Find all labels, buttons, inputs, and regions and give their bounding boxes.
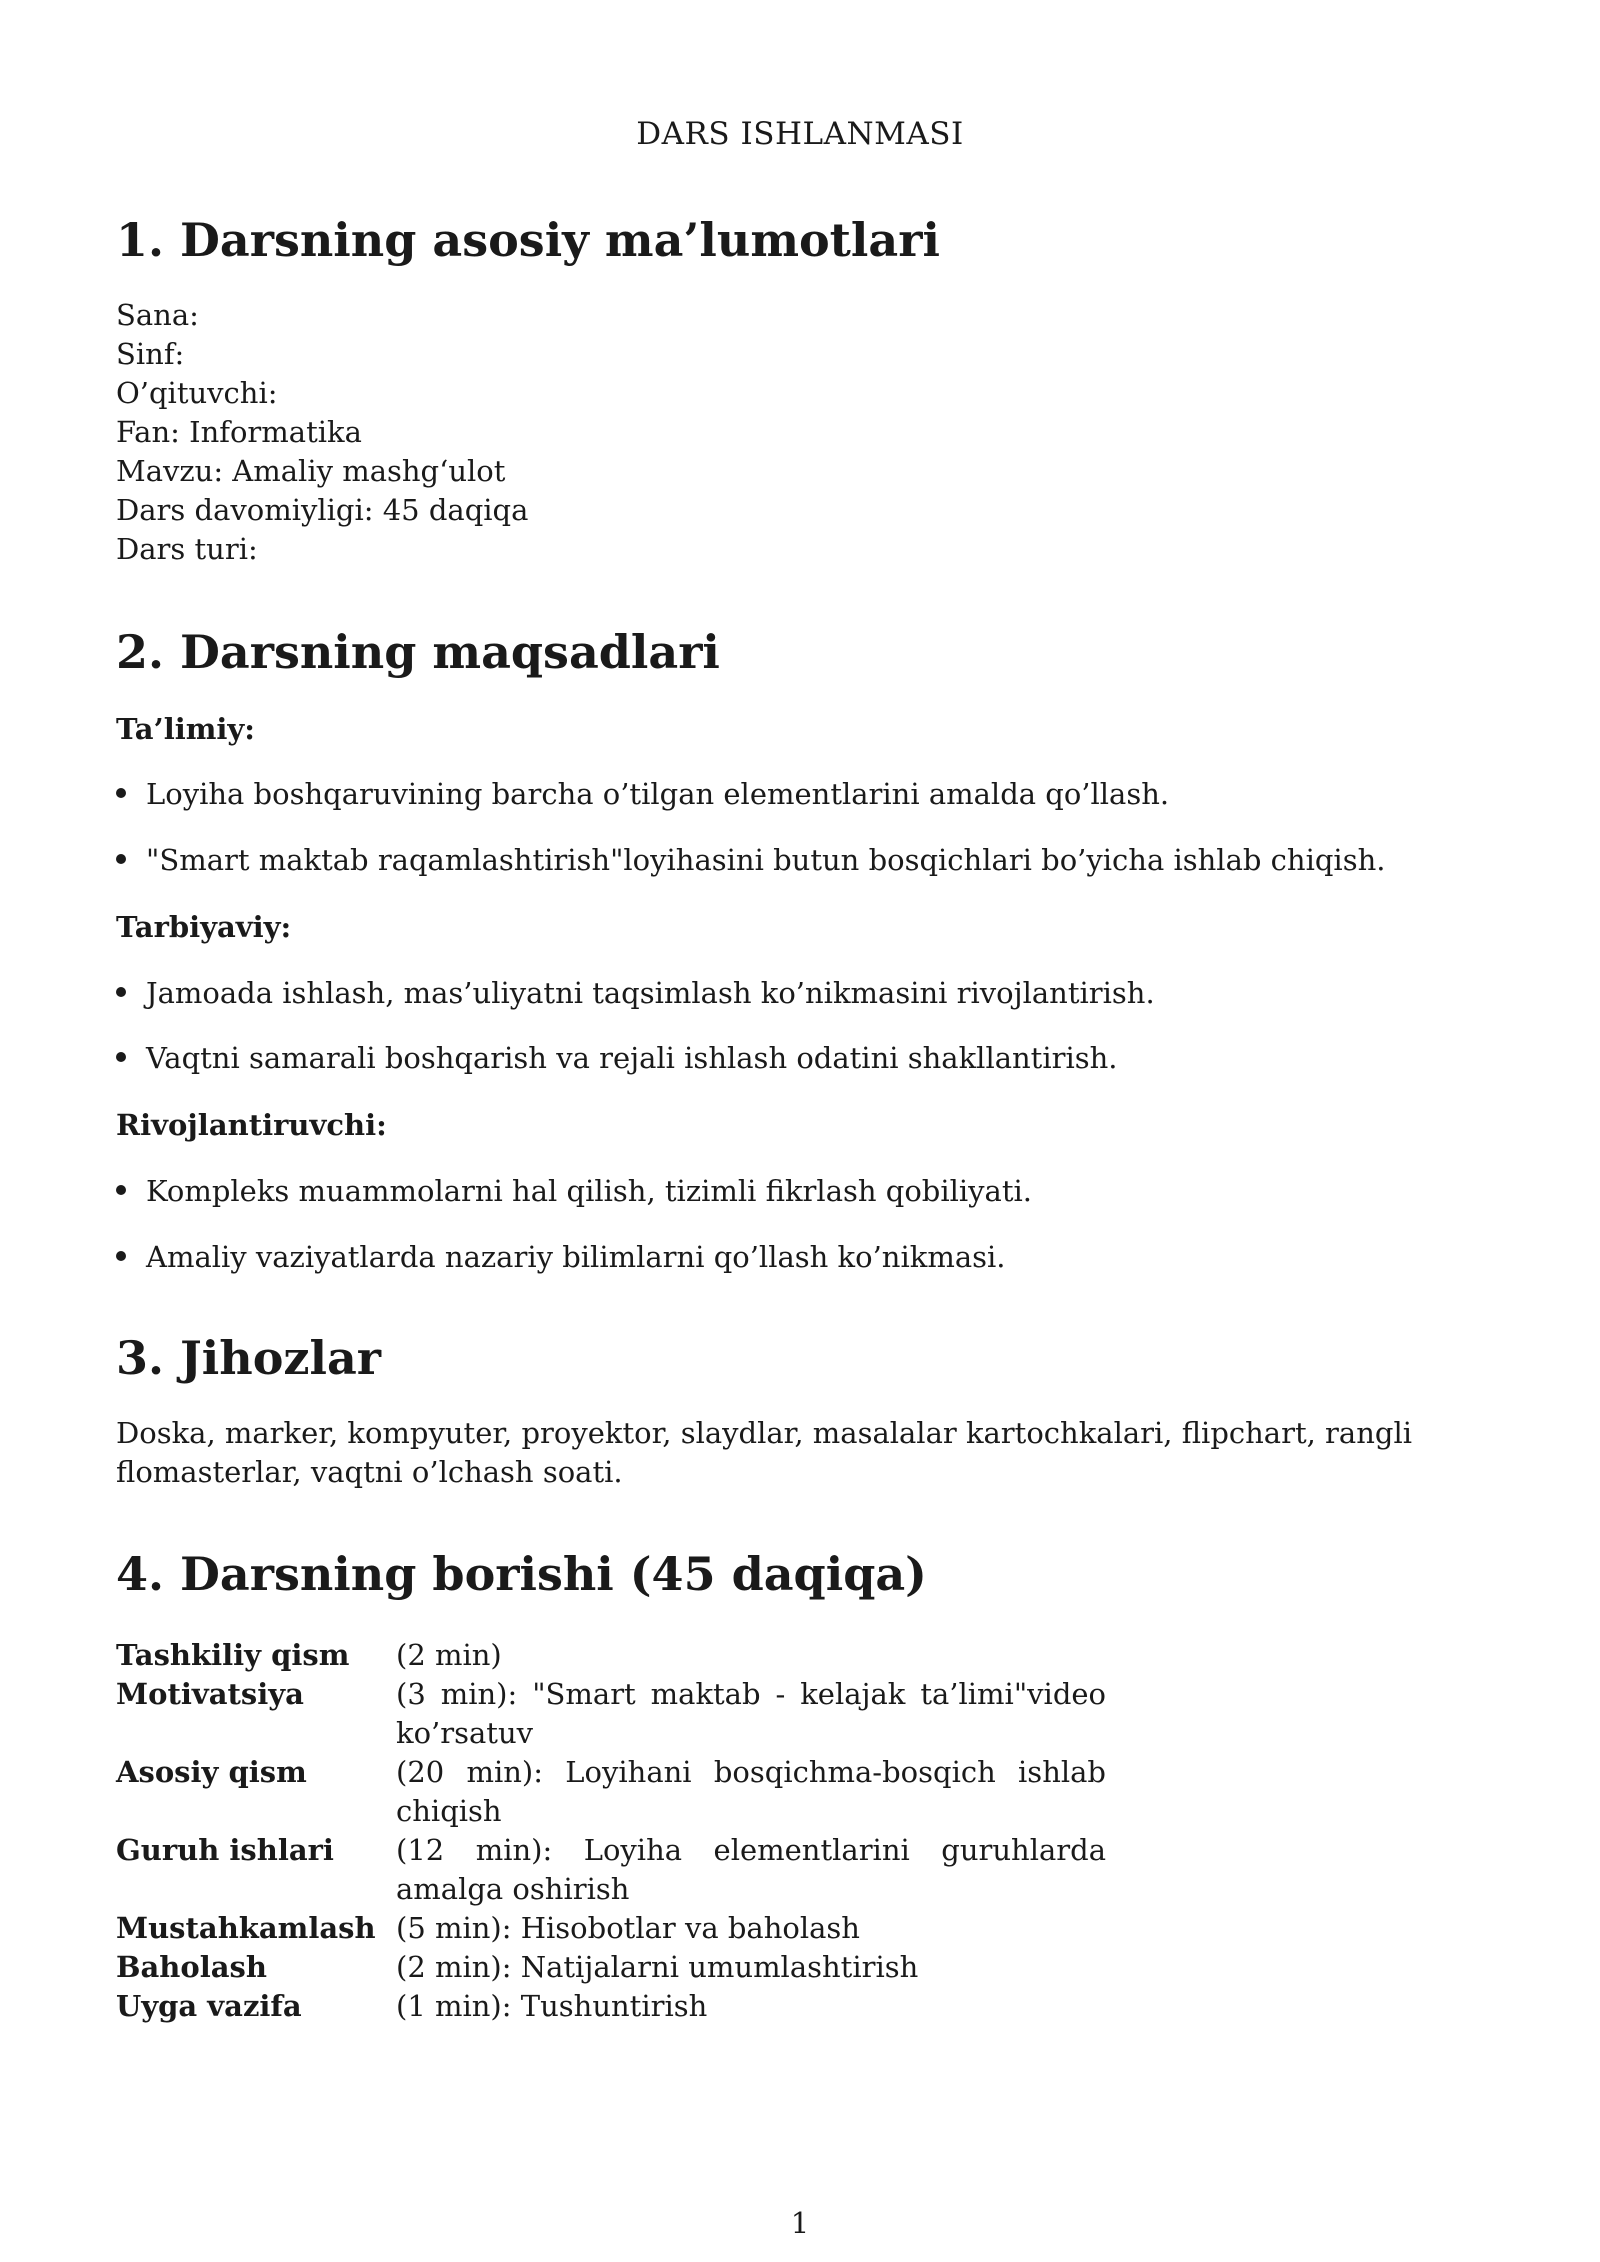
bullet-dot bbox=[116, 987, 126, 997]
bullet-dot bbox=[116, 1052, 126, 1062]
schedule-detail: (1 min): Tushuntirish bbox=[396, 1989, 708, 2023]
info-date: Sana: bbox=[116, 298, 199, 332]
bullet-dot bbox=[116, 1185, 126, 1195]
section-title-goals: 2. Darsning maqsadlari bbox=[116, 625, 720, 679]
bullet-dot bbox=[116, 788, 126, 798]
goal-bullet bbox=[116, 777, 1169, 811]
schedule-stage: Guruh ishlari bbox=[116, 1833, 334, 1867]
schedule-row bbox=[116, 1753, 1106, 1831]
goal-text: Kompleks muammolarni hal qilish, tizimli fikrlash qobiliyati. bbox=[146, 1174, 1032, 1208]
goal-bullet bbox=[116, 843, 1385, 877]
goal-text: Loyiha boshqaruvining barcha o’tilgan elementlarini amalda qo’llash. bbox=[146, 777, 1170, 811]
schedule-stage: Baholash bbox=[116, 1950, 267, 1984]
info-duration: Dars davomiyligi: 45 daqiqa bbox=[116, 493, 529, 527]
section-title-basic-info: 1. Darsning asosiy ma’lumotlari bbox=[116, 213, 940, 267]
goal-bullet bbox=[116, 976, 1155, 1010]
schedule-stage: Uyga vazifa bbox=[116, 1989, 302, 2023]
schedule-stage: Tashkiliy qism bbox=[116, 1638, 350, 1672]
schedule-row bbox=[116, 1987, 1106, 2026]
goal-bullet bbox=[116, 1041, 1118, 1075]
schedule-row bbox=[116, 1909, 1106, 1948]
goal-text: "Smart maktab raqamlashtirish"loyihasini butun bosqichlari bo’yicha ishlab chiqish. bbox=[146, 843, 1386, 877]
goal-heading-developmental: Rivojlantiruvchi: bbox=[116, 1108, 387, 1142]
info-subject: Fan: Informatika bbox=[116, 415, 362, 449]
goal-heading-upbringing: Tarbiyaviy: bbox=[116, 910, 292, 944]
info-topic: Mavzu: Amaliy mashg‘ulot bbox=[116, 454, 506, 488]
schedule-detail: (5 min): Hisobotlar va baholash bbox=[396, 1911, 860, 1945]
goal-text: Amaliy vaziyatlarda nazariy bilimlarni qo’llash ko’nikmasi. bbox=[146, 1240, 1006, 1274]
bullet-dot bbox=[116, 854, 126, 864]
info-lesson-type: Dars turi: bbox=[116, 532, 258, 566]
goal-bullet bbox=[116, 1240, 1006, 1274]
page-header: DARS ISHLANMASI bbox=[636, 116, 964, 152]
info-teacher: O’qituvchi: bbox=[116, 376, 278, 410]
section-title-equipment: 3. Jihozlar bbox=[116, 1331, 382, 1385]
schedule-row bbox=[116, 1831, 1106, 1909]
schedule-row bbox=[116, 1675, 1106, 1753]
schedule-detail: (3 min): "Smart maktab - kelajak ta’limi"video ko’rsatuv bbox=[396, 1677, 1106, 1750]
schedule-detail: (2 min) bbox=[396, 1638, 502, 1672]
goal-bullet bbox=[116, 1174, 1032, 1208]
schedule-row bbox=[116, 1948, 1106, 1987]
schedule-detail: (12 min): Loyiha elementlarini guruhlarda amalga oshirish bbox=[396, 1833, 1106, 1906]
schedule-stage: Asosiy qism bbox=[116, 1755, 307, 1789]
goal-text: Vaqtni samarali boshqarish va rejali ishlash odatini shakllantirish. bbox=[146, 1041, 1118, 1075]
section-title-lesson-flow: 4. Darsning borishi (45 daqiqa) bbox=[116, 1547, 927, 1601]
schedule-row bbox=[116, 1636, 1106, 1675]
page-number: 1 bbox=[790, 2206, 810, 2240]
schedule-detail: (20 min): Loyihani bosqichma-bosqich ishlab chiqish bbox=[396, 1755, 1106, 1828]
schedule-detail: (2 min): Natijalarni umumlashtirish bbox=[396, 1950, 919, 1984]
goal-text: Jamoada ishlash, mas’uliyatni taqsimlash ko’nikmasini rivojlantirish. bbox=[146, 976, 1155, 1010]
equipment-text: Doska, marker, kompyuter, proyektor, slaydlar, masalalar kartochkalari, flipchart, rangli flomasterlar, vaqtni o’lchash soati. bbox=[116, 1416, 1412, 1489]
basic-info-list bbox=[116, 296, 528, 569]
schedule-stage: Motivatsiya bbox=[116, 1677, 304, 1711]
lesson-schedule bbox=[116, 1636, 1106, 2026]
schedule-stage: Mustahkamlash bbox=[116, 1911, 376, 1945]
info-class: Sinf: bbox=[116, 337, 185, 371]
goal-heading-educational: Ta’limiy: bbox=[116, 712, 255, 746]
bullet-dot bbox=[116, 1251, 126, 1261]
